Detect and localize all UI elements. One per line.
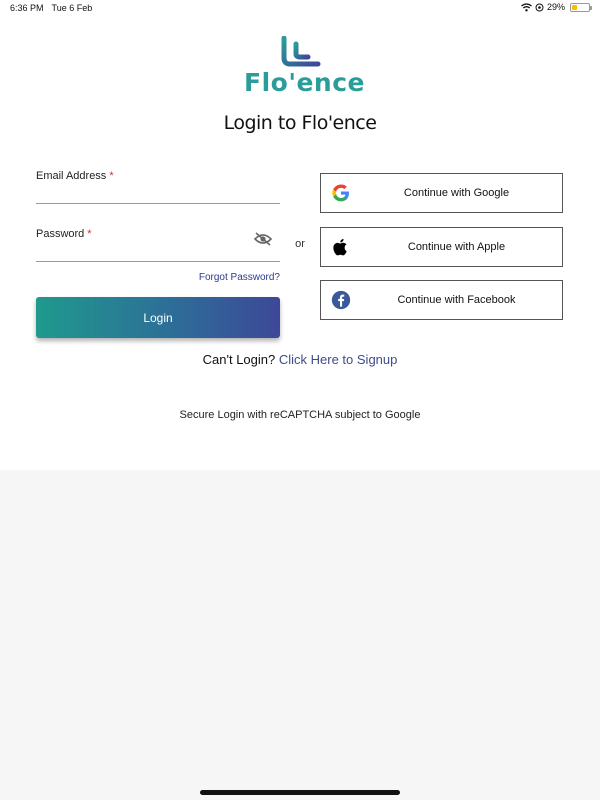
email-input[interactable] [36, 186, 246, 202]
battery-icon [570, 3, 590, 12]
forgot-password-link[interactable]: Forgot Password? [198, 272, 280, 283]
login-card [0, 16, 600, 470]
battery-percent: 29% [546, 2, 565, 12]
recaptcha-note: Secure Login with reCAPTCHA subject to Google [179, 409, 421, 421]
password-input[interactable] [36, 244, 246, 260]
status-date: Tue 6 Feb [51, 3, 93, 13]
continue-with-google-button[interactable] [320, 173, 563, 213]
password-label [36, 228, 92, 240]
apple-button-label: Continue with Apple [407, 241, 506, 253]
facebook-icon [331, 290, 351, 310]
password-field[interactable] [36, 222, 280, 262]
required-marker: * [109, 170, 114, 182]
wifi-icon [521, 3, 532, 12]
google-button-label: Continue with Google [403, 187, 510, 199]
email-label [36, 170, 114, 182]
password-label-text: Password [36, 228, 85, 240]
home-indicator[interactable] [200, 790, 400, 795]
status-left [10, 3, 92, 13]
email-label-text: Email Address [36, 170, 107, 182]
signup-prompt: Can't Login? [202, 352, 276, 367]
eye-off-icon[interactable] [254, 232, 272, 246]
signup-link[interactable]: Click Here to Signup [278, 352, 398, 367]
google-icon [331, 183, 351, 203]
or-divider: or [295, 238, 305, 250]
continue-with-apple-button[interactable] [320, 227, 563, 267]
battery-level [572, 5, 577, 10]
continue-with-facebook-button[interactable] [320, 280, 563, 320]
page-title: Login to Flo'ence [223, 112, 377, 134]
apple-icon [331, 237, 351, 257]
signup-line [0, 352, 600, 367]
facebook-button-label: Continue with Facebook [397, 294, 516, 306]
location-icon [535, 3, 544, 12]
battery-cap [590, 6, 592, 10]
status-bar [0, 0, 600, 16]
brand-logo [244, 36, 366, 98]
email-field[interactable] [36, 164, 280, 204]
logo-mark-icon [278, 36, 322, 68]
required-marker: * [87, 228, 92, 240]
brand-wordmark: Flo'ence [244, 68, 366, 97]
status-time: 6:36 PM [10, 3, 44, 13]
login-button[interactable]: Login [36, 297, 280, 338]
status-right [521, 2, 590, 12]
